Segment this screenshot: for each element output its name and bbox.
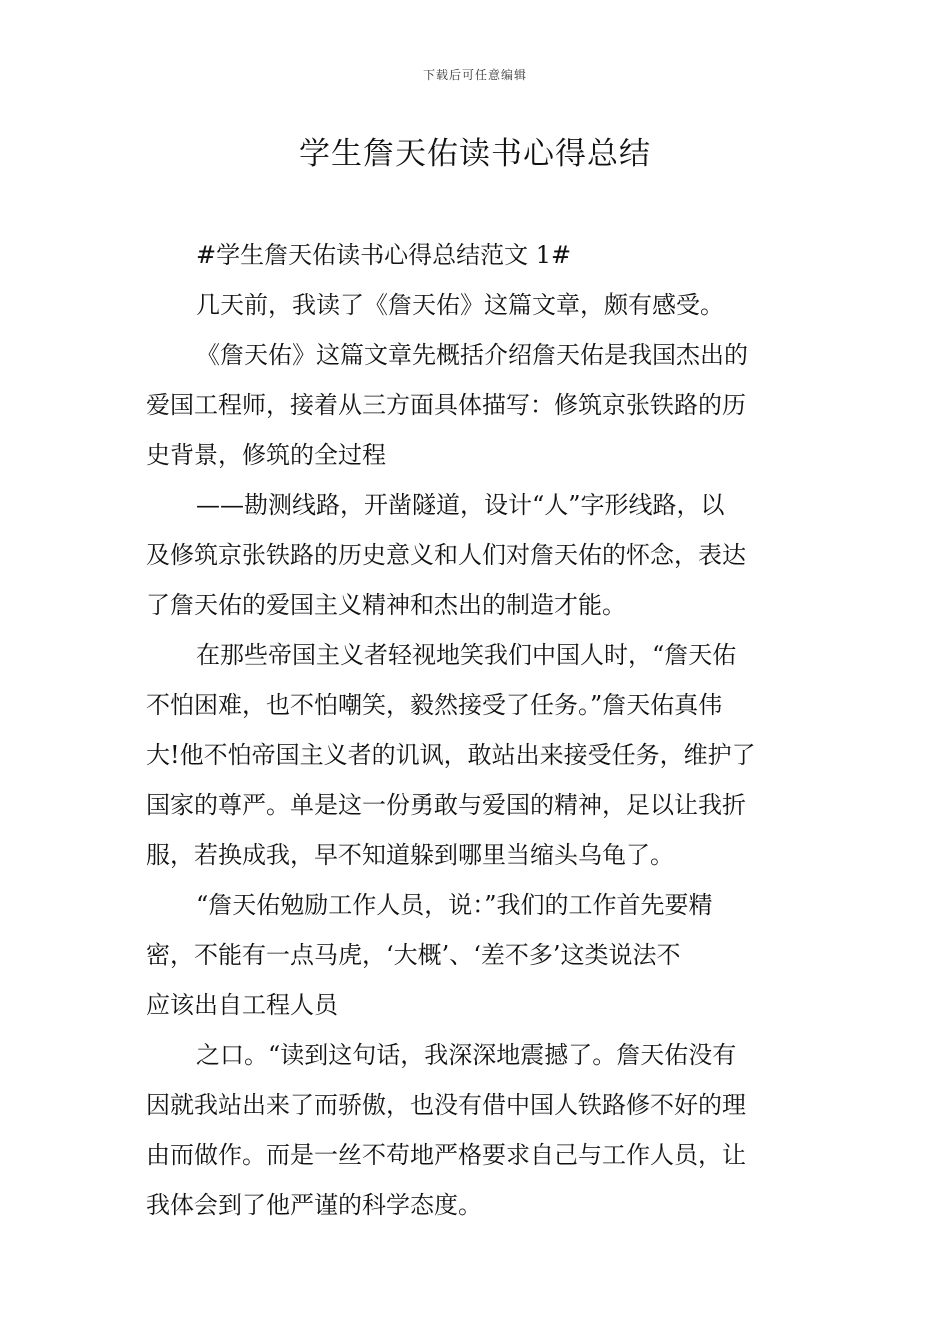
paragraph-line: 了詹天佑的爱国主义精神和杰出的制造才能。: [146, 591, 626, 619]
paragraph-line: 《詹天佑》这篇文章先概括介绍詹天佑是我国杰出的: [196, 341, 748, 369]
paragraph-line: 史背景，修筑的全过程: [146, 441, 386, 469]
paragraph-line: 大!他不怕帝国主义者的讥讽，敢站出来接受任务，维护了: [146, 741, 756, 769]
paragraph-line: 应该出自工程人员: [146, 991, 338, 1019]
paragraph-line: 不怕困难，也不怕嘲笑，毅然接受了任务。”詹天佑真伟: [146, 691, 723, 719]
paragraph-line: 之口。“读到这句话，我深深地震撼了。詹天佑没有: [196, 1041, 737, 1069]
paragraph-line: 国家的尊严。单是这一份勇敢与爱国的精神，足以让我折: [146, 791, 746, 819]
paragraph-line: 由而做作。而是一丝不苟地严格要求自己与工作人员，让: [146, 1141, 746, 1169]
paragraph-line: 几天前，我读了《詹天佑》这篇文章，颇有感受。: [196, 291, 724, 319]
document-title: 学生詹天佑读书心得总结: [299, 136, 651, 172]
paragraph-line: 服，若换成我，早不知道躲到哪里当缩头乌龟了。: [146, 841, 674, 869]
paragraph-line: 密，不能有一点马虎，‘大概’、‘差不多’这类说法不: [146, 941, 681, 969]
paragraph-line: 及修筑京张铁路的历史意义和人们对詹天佑的怀念，表达: [146, 541, 746, 569]
paragraph-line: “詹天佑勉励工作人员，说：”我们的工作首先要精: [196, 891, 713, 919]
paragraph-line: 因就我站出来了而骄傲，也没有借中国人铁路修不好的理: [146, 1091, 746, 1119]
paragraph-line: 我体会到了他严谨的科学态度。: [146, 1191, 482, 1219]
paragraph-line: 在那些帝国主义者轻视地笑我们中国人时，“詹天佑: [196, 641, 737, 669]
paragraph-line: 爱国工程师，接着从三方面具体描写：修筑京张铁路的历: [146, 391, 746, 419]
section-heading: #学生詹天佑读书心得总结范文 1#: [196, 241, 572, 269]
header-note: 下载后可任意编辑: [422, 68, 527, 82]
paragraph-line: ——勘测线路，开凿隧道，设计“人”字形线路，以: [196, 491, 725, 519]
document-body: [146, 230, 806, 1230]
